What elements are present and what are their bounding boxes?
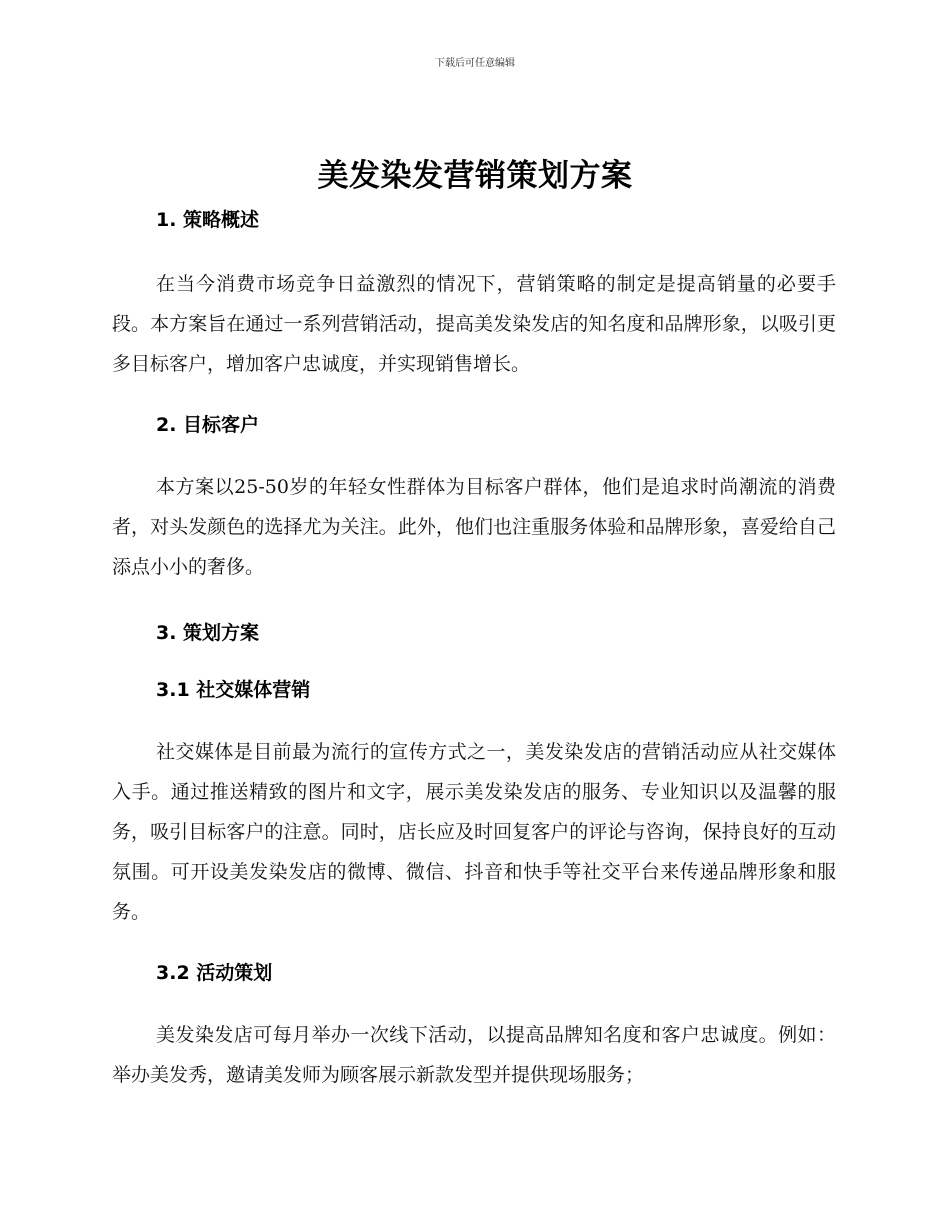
section-paragraph-strategy-overview: 在当今消费市场竞争日益激烈的情况下，营销策略的制定是提高销量的必要手段。本方案旨在通过一系列营销活动，提高美发染发店的知名度和品牌形象，以吸引更多目标客户，增加客户忠诚度，并实现销售增长。 <box>112 273 836 375</box>
section-paragraph-event-planning: 美发染发店可每月举办一次线下活动，以提高品牌知名度和客户忠诚度。例如：举办美发秀，邀请美发师为顾客展示新款发型并提供现场服务； <box>112 1024 836 1086</box>
document-body <box>112 200 836 1095</box>
section-heading-event-planning: 3.2 活动策划 <box>156 962 273 984</box>
page-header-note: 下载后可任意编辑 <box>435 58 515 69</box>
section-paragraph-target-customers: 本方案以25-50岁的年轻女性群体为目标客户群体，他们是追求时尚潮流的消费者，对头发颜色的选择尤为关注。此外，他们也注重服务体验和品牌形象，喜爱给自己添点小小的奢侈。 <box>112 476 836 578</box>
section-heading-plan: 3. 策划方案 <box>156 622 260 644</box>
document-title: 美发染发营销策划方案 <box>317 158 633 194</box>
section-paragraph-social-media: 社交媒体是目前最为流行的宣传方式之一，美发染发店的营销活动应从社交媒体入手。通过推送精致的图片和文字，展示美发染发店的服务、专业知识以及温馨的服务，吸引目标客户的注意。同时，店长应及时回复客户的评论与咨询，保持良好的互动氛围。可开设美发染发店的微博、微信、抖音和快手等社交平台来传递品牌形象和服务。 <box>112 741 836 923</box>
section-heading-strategy-overview: 1. 策略概述 <box>156 209 260 231</box>
section-heading-target-customers: 2. 目标客户 <box>156 414 260 436</box>
section-heading-social-media: 3.1 社交媒体营销 <box>156 679 311 701</box>
